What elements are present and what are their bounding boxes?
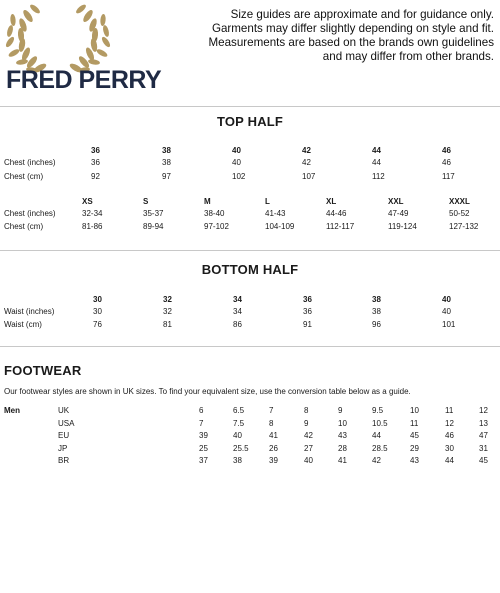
- footwear-size-cell: 8: [269, 418, 274, 428]
- footwear-size-cell: 6.5: [233, 406, 245, 415]
- size-header: XS: [82, 197, 93, 206]
- row-label: Chest (cm): [4, 172, 44, 181]
- footwear-size-cell: 6: [199, 406, 204, 415]
- footwear-intro: Our footwear styles are shown in UK sizes. To find your equivalent size, use the conversion table below as a guide.: [4, 387, 411, 396]
- size-header: 40: [232, 146, 241, 155]
- footwear-size-cell: 30: [445, 443, 454, 453]
- footwear-size-cell: 7.5: [233, 418, 245, 428]
- footwear-size-cell: 8: [304, 406, 309, 415]
- size-guide-disclaimer: [194, 8, 494, 64]
- size-cell: 97-102: [204, 222, 229, 231]
- size-cell: 102: [232, 172, 246, 181]
- footwear-size-cell: 42: [372, 456, 381, 465]
- size-cell: 96: [372, 320, 381, 329]
- size-cell: 89-94: [143, 222, 164, 231]
- section-divider: [0, 346, 500, 347]
- size-cell: 91: [303, 320, 312, 329]
- size-cell: 46: [442, 158, 451, 167]
- size-header: 30: [93, 295, 102, 304]
- footwear-size-cell: 43: [338, 431, 347, 440]
- size-cell: 42: [302, 158, 311, 167]
- footwear-size-cell: 45: [479, 456, 488, 465]
- footwear-size-cell: 28: [338, 443, 347, 453]
- size-cell: 38: [372, 307, 381, 316]
- footwear-size-cell: 12: [445, 418, 454, 428]
- disclaimer-line: Size guides are approximate and for guidance only.: [230, 8, 494, 21]
- footwear-system-label: UK: [58, 406, 70, 415]
- footwear-size-cell: 47: [479, 431, 488, 440]
- footwear-system-label: EU: [58, 431, 70, 440]
- footwear-size-cell: 7: [199, 418, 204, 428]
- footwear-size-cell: 39: [199, 431, 208, 440]
- disclaimer-line: Measurements are based on the brands own guidelines: [208, 36, 494, 49]
- footwear-size-cell: 9.5: [372, 406, 384, 415]
- size-header: 36: [91, 146, 100, 155]
- size-cell: 47-49: [388, 209, 409, 218]
- size-header: XL: [326, 197, 337, 206]
- footwear-size-cell: 38: [233, 456, 242, 465]
- size-cell: 127-132: [449, 222, 479, 231]
- size-cell: 44: [372, 158, 381, 167]
- brand-logo-text: FRED PERRY: [6, 66, 162, 94]
- size-header: M: [204, 197, 211, 206]
- footwear-size-cell: 27: [304, 443, 313, 453]
- size-cell: 104-109: [265, 222, 295, 231]
- footwear-size-cell: 25: [199, 443, 208, 453]
- size-cell: 119-124: [388, 222, 417, 231]
- footwear-size-cell: 42: [304, 431, 313, 440]
- row-label: Chest (cm): [4, 222, 44, 231]
- size-header: 38: [162, 146, 171, 155]
- row-label: Chest (inches): [4, 209, 56, 218]
- size-cell: 117: [442, 172, 455, 181]
- footwear-size-cell: 9: [338, 406, 343, 415]
- footwear-system-label: BR: [58, 456, 70, 465]
- footwear-group-label: Men: [4, 406, 20, 415]
- footwear-size-cell: 40: [304, 456, 313, 465]
- size-header: 32: [163, 295, 172, 304]
- size-cell: 41-43: [265, 209, 286, 218]
- disclaimer-line: and may differ from other brands.: [322, 50, 494, 63]
- size-header: XXL: [388, 197, 404, 206]
- size-header: 38: [372, 295, 381, 304]
- size-cell: 92: [91, 172, 100, 181]
- size-header: L: [265, 197, 270, 206]
- footwear-size-cell: 31: [479, 443, 488, 453]
- footwear-size-cell: 12: [479, 406, 488, 415]
- size-cell: 35-37: [143, 209, 164, 218]
- footwear-size-cell: 7: [269, 406, 274, 415]
- size-cell: 38-40: [204, 209, 225, 218]
- footwear-size-cell: 28.5: [372, 443, 388, 453]
- footwear-size-cell: 44: [445, 456, 454, 465]
- size-cell: 97: [162, 172, 171, 181]
- footwear-size-cell: 26: [269, 443, 278, 453]
- size-header: 42: [302, 146, 311, 155]
- size-cell: 44-46: [326, 209, 347, 218]
- footwear-size-cell: 10: [410, 406, 419, 415]
- size-cell: 34: [233, 307, 242, 316]
- section-divider: [0, 106, 500, 107]
- size-cell: 40: [442, 307, 451, 316]
- size-cell: 32: [163, 307, 172, 316]
- size-header: 36: [303, 295, 312, 304]
- footwear-size-cell: 29: [410, 443, 419, 453]
- footwear-size-cell: 46: [445, 431, 454, 440]
- footwear-system-label: USA: [58, 418, 75, 428]
- size-header: 40: [442, 295, 451, 304]
- size-cell: 81: [163, 320, 172, 329]
- footwear-system-label: JP: [58, 443, 68, 453]
- size-cell: 32-34: [82, 209, 103, 218]
- top-half-title: TOP HALF: [216, 114, 284, 129]
- bottom-half-title: BOTTOM HALF: [201, 262, 299, 277]
- footwear-size-cell: 9: [304, 418, 309, 428]
- size-cell: 40: [232, 158, 241, 167]
- footwear-size-cell: 44: [372, 431, 381, 440]
- row-label: Waist (inches): [4, 307, 55, 316]
- size-cell: 30: [93, 307, 102, 316]
- footwear-size-cell: 37: [199, 456, 208, 465]
- size-cell: 81-86: [82, 222, 103, 231]
- footwear-size-cell: 45: [410, 431, 419, 440]
- size-header: 34: [233, 295, 242, 304]
- size-header: 44: [372, 146, 381, 155]
- footwear-size-cell: 43: [410, 456, 419, 465]
- size-header: 46: [442, 146, 451, 155]
- size-cell: 112-117: [326, 222, 355, 231]
- size-cell: 36: [91, 158, 100, 167]
- footwear-size-cell: 41: [338, 456, 347, 465]
- footwear-size-cell: 39: [269, 456, 278, 465]
- size-header: XXXL: [449, 197, 470, 206]
- footwear-size-cell: 11: [410, 418, 419, 428]
- size-header: S: [143, 197, 149, 206]
- footwear-size-cell: 11: [445, 406, 454, 415]
- size-cell: 76: [93, 320, 102, 329]
- footwear-title: FOOTWEAR: [4, 363, 82, 378]
- size-cell: 112: [372, 172, 385, 181]
- footwear-size-cell: 10.5: [372, 418, 388, 428]
- size-cell: 50-52: [449, 209, 470, 218]
- row-label: Chest (inches): [4, 158, 56, 167]
- footwear-size-cell: 13: [479, 418, 488, 428]
- size-cell: 38: [162, 158, 171, 167]
- footwear-size-cell: 40: [233, 431, 242, 440]
- size-cell: 107: [302, 172, 316, 181]
- size-cell: 101: [442, 320, 456, 329]
- footwear-size-cell: 10: [338, 418, 347, 428]
- disclaimer-line: Garments may differ slightly depending on style and fit.: [211, 22, 494, 35]
- row-label: Waist (cm): [4, 320, 42, 329]
- footwear-size-cell: 25.5: [233, 443, 249, 453]
- section-divider: [0, 250, 500, 251]
- size-cell: 86: [233, 320, 242, 329]
- size-cell: 36: [303, 307, 312, 316]
- footwear-size-cell: 41: [269, 431, 278, 440]
